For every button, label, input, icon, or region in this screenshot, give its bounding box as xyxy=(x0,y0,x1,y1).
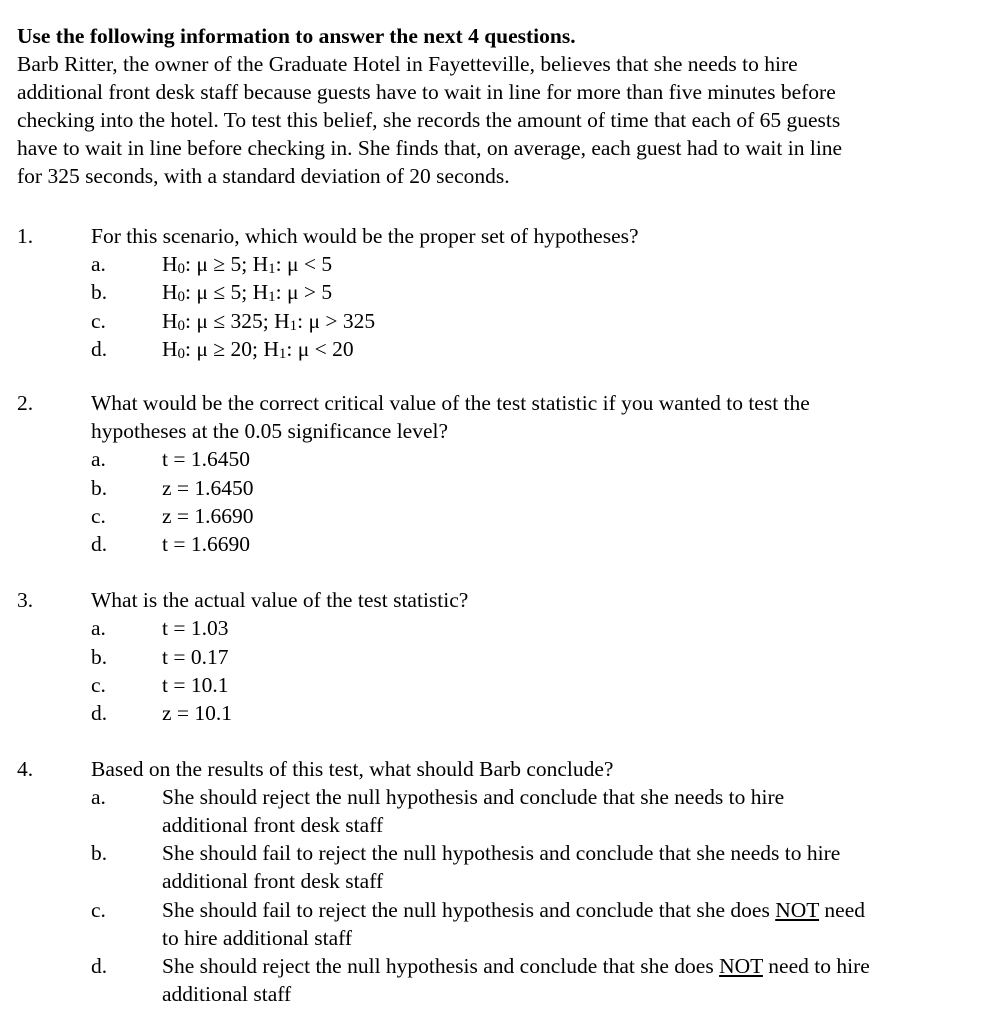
option-text: t = 0.17 xyxy=(162,645,229,669)
option-letter: c. xyxy=(91,309,106,333)
option-letter: a. xyxy=(91,447,106,471)
option-letter: c. xyxy=(91,504,106,528)
option-text: She should reject the null hypothesis and conclude that she needs to hire additional front desk staff xyxy=(162,785,785,837)
option-text: t = 10.1 xyxy=(162,673,229,697)
option-text: z = 10.1 xyxy=(162,701,233,725)
option-text: t = 1.03 xyxy=(162,616,229,640)
scenario-passage xyxy=(17,50,977,190)
option-letter: b. xyxy=(91,476,108,500)
option-letter: b. xyxy=(91,841,108,865)
passage-line: have to wait in line before checking in. She finds that, on average, each guest had to wait in line xyxy=(17,136,843,160)
question-number: 2. xyxy=(17,391,34,415)
question-text: What would be the correct critical value of the test statistic if you wanted to test the hypotheses at the 0.05 significance level? xyxy=(91,391,810,443)
question-text: Based on the results of this test, what should Barb conclude? xyxy=(91,757,614,781)
option-text: z = 1.6690 xyxy=(162,504,254,528)
question-number: 3. xyxy=(17,588,34,612)
question-number: 4. xyxy=(17,757,34,781)
option-letter: a. xyxy=(91,785,106,809)
option-letter: c. xyxy=(91,673,106,697)
option-text: t = 1.6690 xyxy=(162,532,250,556)
passage-line: checking into the hotel. To test this belief, she records the amount of time that each of 65 guests xyxy=(17,108,841,132)
option-letter: d. xyxy=(91,532,108,556)
passage-line: additional front desk staff because guests have to wait in line for more than five minutes before xyxy=(17,80,836,104)
option-letter: a. xyxy=(91,252,106,276)
option-text: She should fail to reject the null hypothesis and conclude that she does NOT need to hire additional staff xyxy=(162,898,865,950)
option-letter: b. xyxy=(91,645,108,669)
option-text: She should reject the null hypothesis and conclude that she does NOT need to hire additional staff xyxy=(162,954,870,1006)
option-text: She should fail to reject the null hypothesis and conclude that she needs to hire additional front desk staff xyxy=(162,841,841,893)
option-text: t = 1.6450 xyxy=(162,447,250,471)
option-text: z = 1.6450 xyxy=(162,476,254,500)
option-text: $H_0$: μ ≤ 325; $H_1$: μ > 325 xyxy=(162,309,376,334)
passage-line: Barb Ritter, the owner of the Graduate Hotel in Fayetteville, believes that she needs to hire xyxy=(17,52,798,76)
question-number: 1. xyxy=(17,224,34,248)
passage-heading: Use the following information to answer the next 4 questions. xyxy=(17,24,576,48)
option-letter: b. xyxy=(91,280,108,304)
option-letter: c. xyxy=(91,898,106,922)
option-text: $H_0$: μ ≤ 5; $H_1$: μ > 5 xyxy=(162,280,333,305)
option-letter: d. xyxy=(91,954,108,978)
option-text: $H_0$: μ ≥ 5; $H_1$: μ < 5 xyxy=(162,252,333,277)
emphasis-not: NOT xyxy=(719,954,763,978)
option-letter: a. xyxy=(91,616,106,640)
passage-line: for 325 seconds, with a standard deviation of 20 seconds. xyxy=(17,164,510,188)
option-letter: d. xyxy=(91,701,108,725)
option-letter: d. xyxy=(91,337,108,361)
question-text: For this scenario, which would be the proper set of hypotheses? xyxy=(91,224,639,248)
emphasis-not: NOT xyxy=(775,898,820,922)
question-text: What is the actual value of the test statistic? xyxy=(91,588,469,612)
option-text: $H_0$: μ ≥ 20; $H_1$: μ < 20 xyxy=(162,337,354,362)
